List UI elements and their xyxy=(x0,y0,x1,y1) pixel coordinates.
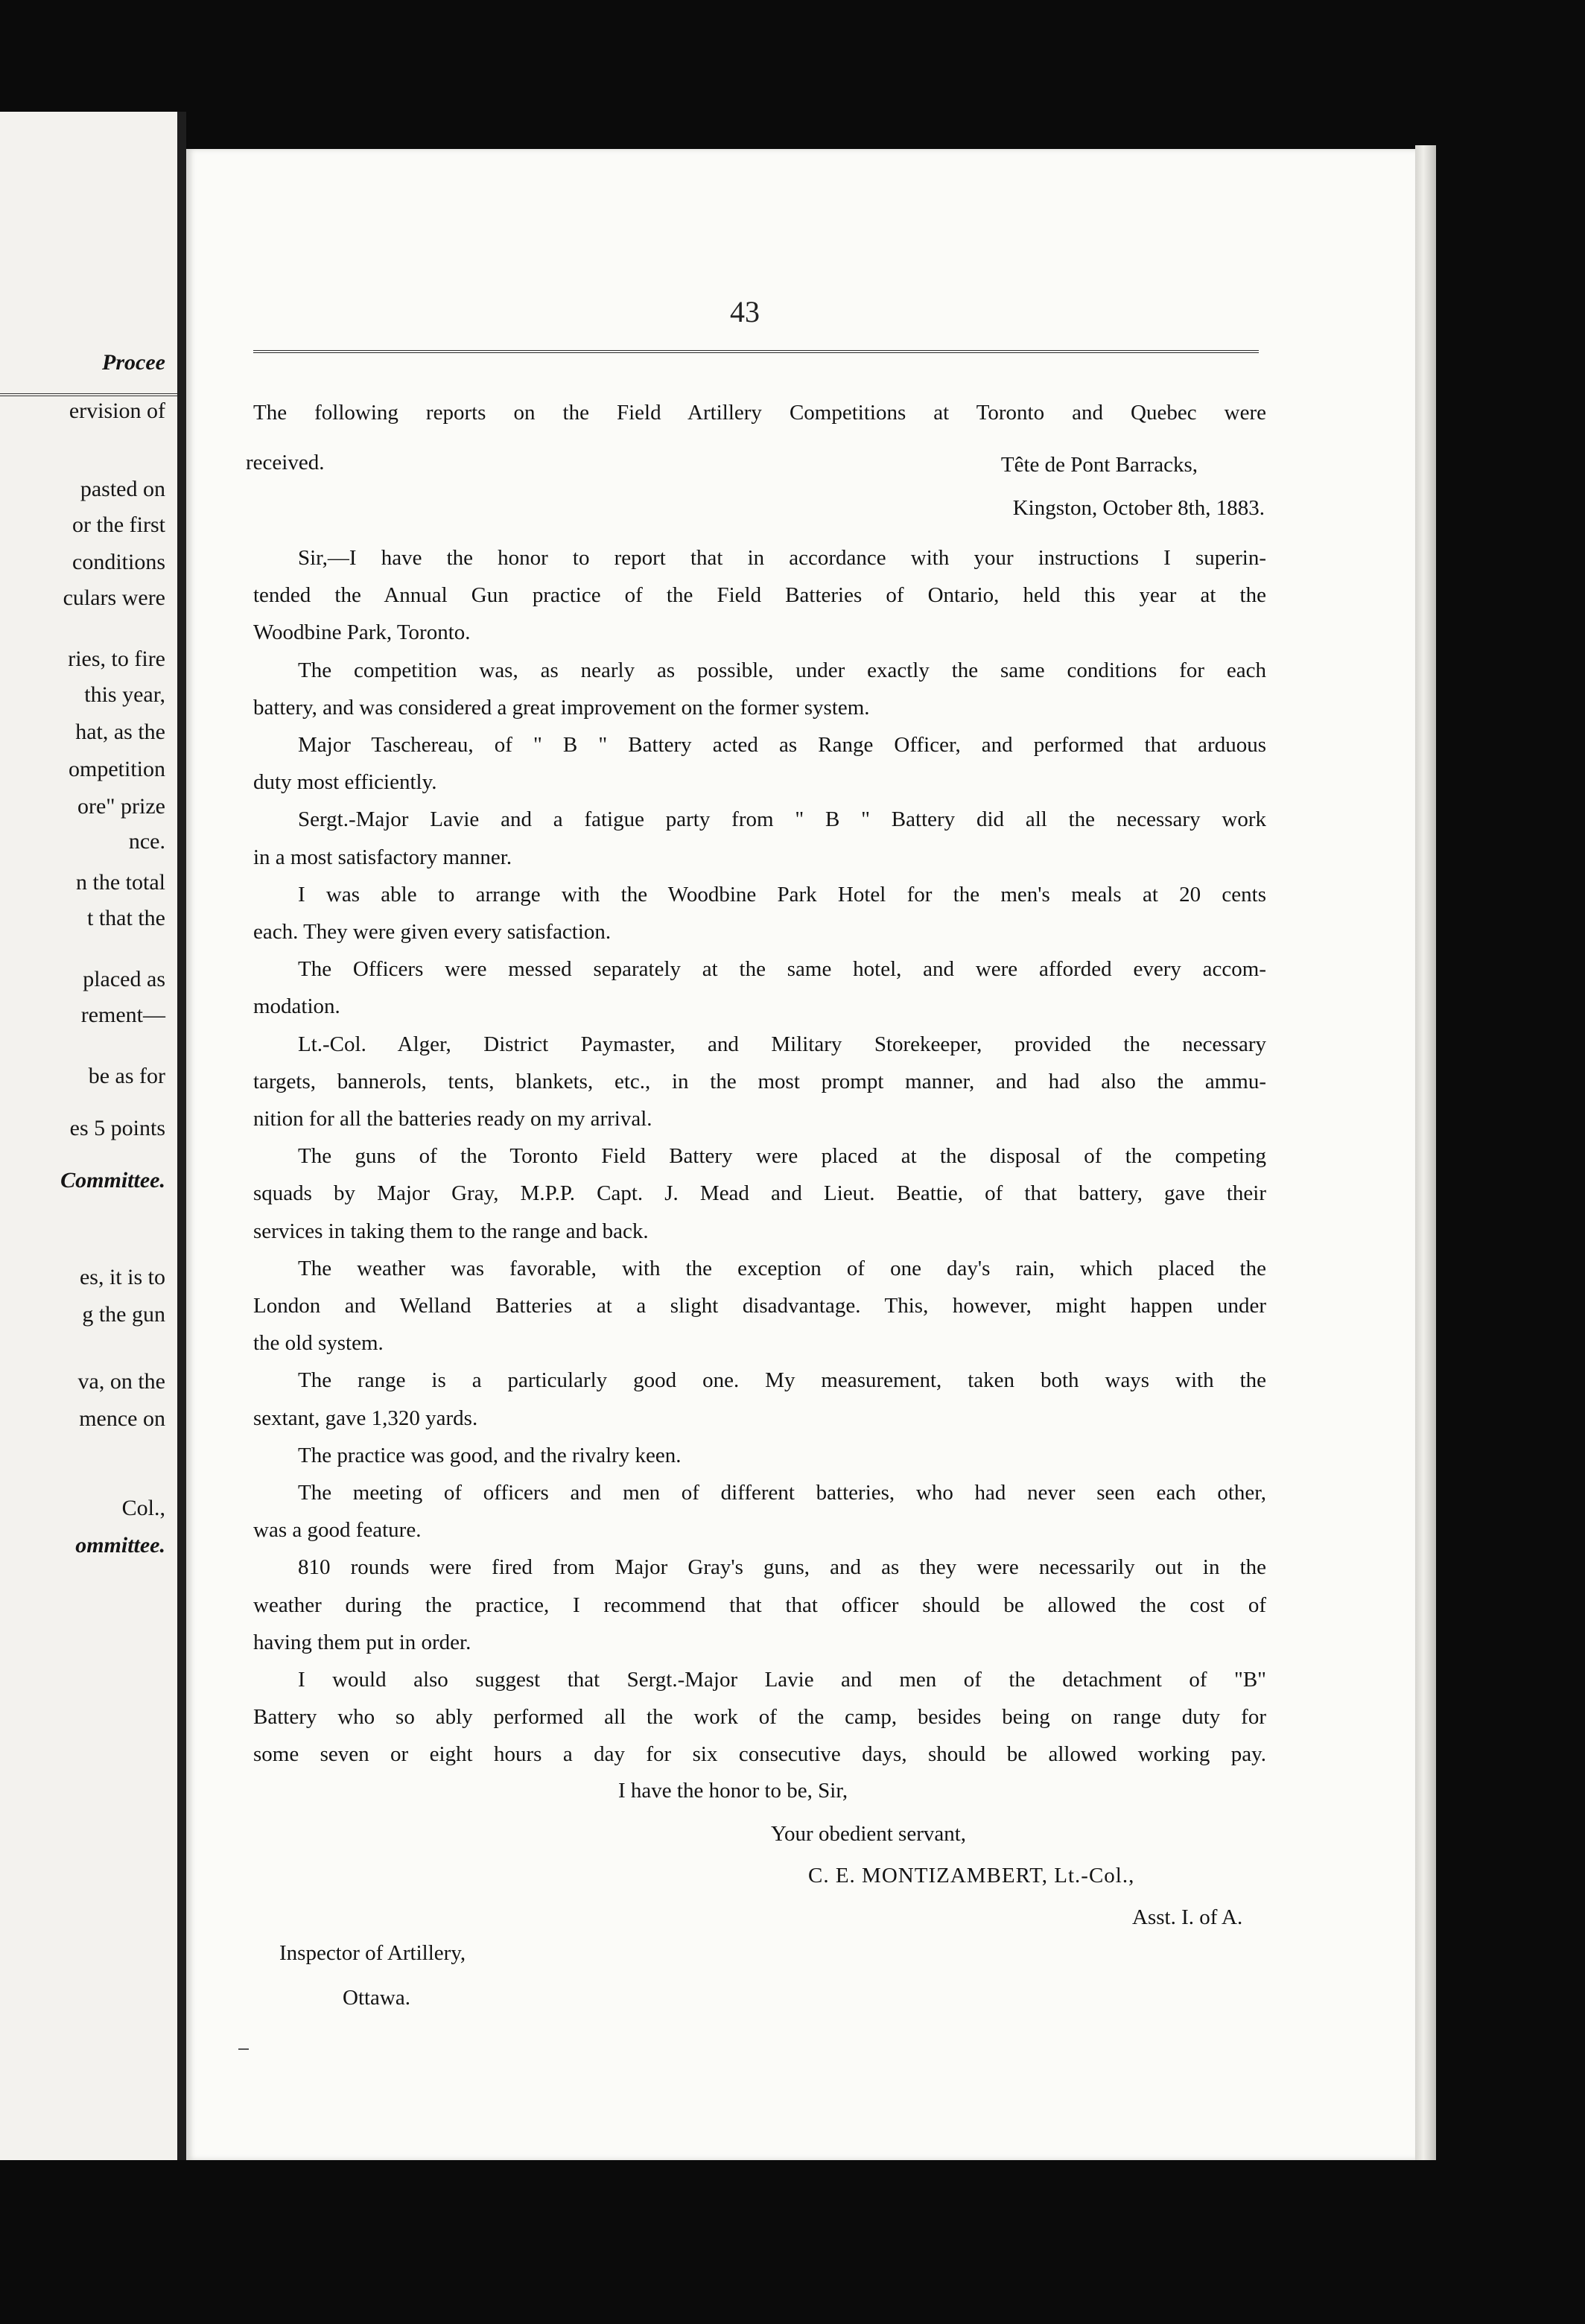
intro-line: The following reports on the Field Artillery Competitions at Toronto and Quebec were xyxy=(253,401,1266,425)
previous-page-fragment: be as for xyxy=(88,1064,165,1088)
previous-page-fragment: t that the xyxy=(87,906,165,930)
previous-page-strip xyxy=(0,112,177,2160)
body-line: 810 rounds were fired from Major Gray's guns, and as they were necessarily out in the xyxy=(298,1555,1266,1579)
previous-page-fragment: ore" prize xyxy=(77,794,165,819)
body-line: Woodbine Park, Toronto. xyxy=(253,620,471,644)
body-line: targets, bannerols, tents, blankets, etc., in the most prompt manner, and had also the ammu- xyxy=(253,1070,1266,1093)
previous-page-fragment: Committee. xyxy=(60,1168,165,1193)
body-line: was a good feature. xyxy=(253,1518,422,1542)
body-line: some seven or eight hours a day for six consecutive days, should be allowed working pay. xyxy=(253,1742,1266,1766)
previous-page-fragment: g the gun xyxy=(82,1302,165,1327)
closing-servant: Your obedient servant, xyxy=(771,1822,967,1846)
body-line: squads by Major Gray, M.P.P. Capt. J. Mead and Lieut. Beattie, of that battery, gave their xyxy=(253,1181,1266,1205)
body-line: I was able to arrange with the Woodbine Park Hotel for the men's meals at 20 cents xyxy=(298,883,1266,907)
body-line: Sergt.-Major Lavie and a fatigue party from " B " Battery did all the necessary work xyxy=(298,807,1266,831)
body-line: Lt.-Col. Alger, District Paymaster, and Military Storekeeper, provided the necessary xyxy=(298,1032,1266,1056)
addressee-line: Inspector of Artillery, xyxy=(279,1941,466,1965)
previous-page-fragment: Col., xyxy=(121,1496,165,1520)
margin-tick xyxy=(238,2048,249,2050)
body-line: nition for all the batteries ready on my arrival. xyxy=(253,1107,652,1131)
body-line: The competition was, as nearly as possible, under exactly the same conditions for each xyxy=(298,658,1266,682)
body-line: I would also suggest that Sergt.-Major Lavie and men of the detachment of "B" xyxy=(298,1668,1266,1692)
body-line: Major Taschereau, of " B " Battery acted as Range Officer, and performed that arduous xyxy=(298,733,1266,757)
page-number: 43 xyxy=(730,295,760,328)
body-line: battery, and was considered a great improvement on the former system. xyxy=(253,696,870,720)
closing-honor: I have the honor to be, Sir, xyxy=(618,1779,848,1803)
previous-page-fragment: va, on the xyxy=(77,1369,165,1394)
previous-page-fragment: ompetition xyxy=(69,757,165,781)
intro-line: received. xyxy=(246,451,325,474)
body-line: services in taking them to the range and back. xyxy=(253,1219,649,1243)
previous-page-fragment: mence on xyxy=(79,1406,165,1431)
previous-page-fragment: n the total xyxy=(76,870,165,895)
body-line: Battery who so ably performed all the work of the camp, besides being on range duty for xyxy=(253,1705,1266,1729)
body-line: each. They were given every satisfaction. xyxy=(253,920,612,944)
previous-page-fragment: es 5 points xyxy=(69,1116,165,1140)
body-line: The Officers were messed separately at the same hotel, and were afforded every accom- xyxy=(298,957,1266,981)
previous-page-fragment: ommittee. xyxy=(75,1533,165,1558)
previous-page-fragment: nce. xyxy=(128,829,165,854)
body-line: The practice was good, and the rivalry keen. xyxy=(298,1444,682,1467)
body-line: The weather was favorable, with the exception of one day's rain, which placed the xyxy=(298,1257,1266,1280)
previous-page-fragment: pasted on xyxy=(80,477,165,501)
previous-page-rule xyxy=(0,393,177,396)
address-place: Tête de Pont Barracks, xyxy=(1000,453,1198,477)
signature-title: Asst. I. of A. xyxy=(1132,1905,1243,1929)
body-line: weather during the practice, I recommend that that officer should be allowed the cost of xyxy=(253,1593,1266,1617)
body-line: having them put in order. xyxy=(253,1631,471,1654)
body-line: sextant, gave 1,320 yards. xyxy=(253,1406,478,1430)
body-line: the old system. xyxy=(253,1331,384,1355)
body-line: in a most satisfactory manner. xyxy=(253,845,512,869)
previous-page-fragment: ervision of xyxy=(69,399,165,423)
header-rule xyxy=(253,350,1259,353)
previous-page-fragment: rement— xyxy=(80,1003,165,1027)
page-edge xyxy=(1415,145,1436,2160)
body-line: London and Welland Batteries at a slight disadvantage. This, however, might happen under xyxy=(253,1294,1266,1318)
previous-page-fragment: es, it is to xyxy=(79,1265,165,1289)
previous-page-fragment: hat, as the xyxy=(75,720,165,744)
address-city-date: Kingston, October 8th, 1883. xyxy=(1012,496,1265,520)
previous-page-fragment: placed as xyxy=(83,967,165,991)
body-line: The guns of the Toronto Field Battery were placed at the disposal of the competing xyxy=(298,1144,1266,1168)
body-line: duty most efficiently. xyxy=(253,770,437,794)
body-line: tended the Annual Gun practice of the Field Batteries of Ontario, held this year at the xyxy=(253,583,1266,607)
body-line: Sir,—I have the honor to report that in accordance with your instructions I superin- xyxy=(298,546,1266,570)
previous-page-fragment: this year, xyxy=(84,682,165,707)
previous-page-fragment: Procee xyxy=(102,350,165,375)
previous-page-fragment: ries, to fire xyxy=(68,647,165,671)
addressee-line: Ottawa. xyxy=(343,1986,410,2010)
body-line: modation. xyxy=(253,994,340,1018)
previous-page-fragment: culars were xyxy=(63,585,165,610)
book-gutter xyxy=(177,112,186,2160)
body-line: The range is a particularly good one. My measurement, taken both ways with the xyxy=(298,1368,1266,1392)
body-line: The meeting of officers and men of different batteries, who had never seen each other, xyxy=(298,1481,1266,1505)
previous-page-fragment: conditions xyxy=(72,550,165,574)
signature: C. E. MONTIZAMBERT, Lt.-Col., xyxy=(808,1864,1135,1888)
previous-page-fragment: or the first xyxy=(72,512,165,537)
